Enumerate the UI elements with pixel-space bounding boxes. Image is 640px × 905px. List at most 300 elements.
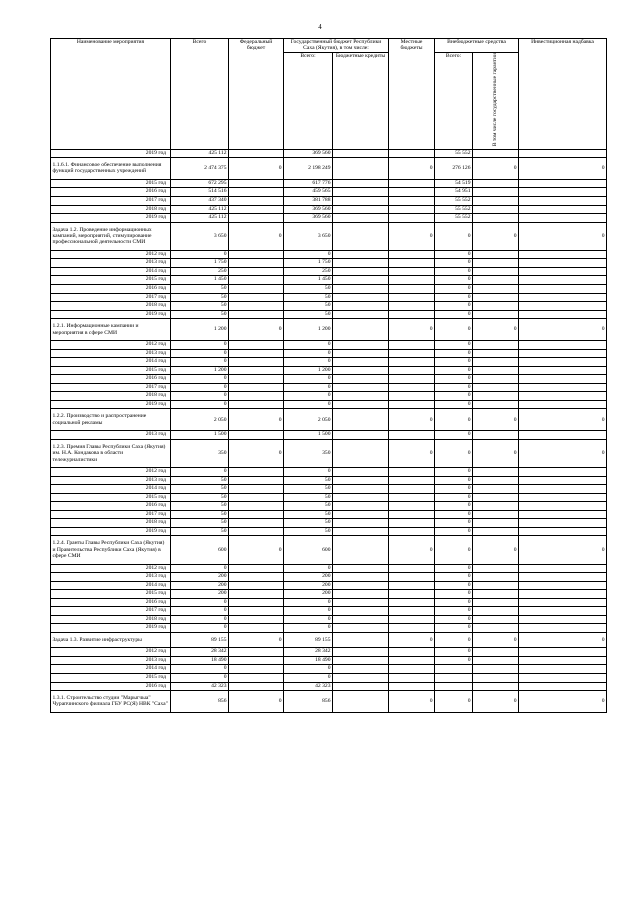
cell-extra [435,673,473,682]
item-row [51,439,607,467]
cell-total: 50 [171,527,229,536]
cell-local [389,467,435,476]
cell-total: 89 155 [171,632,229,647]
cell-guar [473,573,519,582]
cell-invest [519,205,607,214]
cell-total: 50 [171,510,229,519]
item-name: 1.2.1. Информационные кампании и мероприятия в сфере СМИ [51,319,171,341]
cell-guar [473,581,519,590]
cell-state: 200 [284,590,333,599]
cell-guar [473,383,519,392]
cell-local [389,431,435,440]
cell-federal [229,573,284,582]
cell-local [389,179,435,188]
item-row [51,536,607,564]
year-row [51,250,607,259]
year-row [51,149,607,158]
cell-guar [473,276,519,285]
cell-invest [519,149,607,158]
year-row [51,375,607,384]
cell-invest [519,656,607,665]
cell-state: 350 [284,439,333,467]
header-name: Наименование мероприятия [51,39,171,150]
cell-state: 200 [284,573,333,582]
cell-total: 50 [171,493,229,502]
item-row [51,319,607,341]
cell-credits [333,250,389,259]
cell-total: 0 [171,598,229,607]
cell-extra: 0 [435,409,473,431]
cell-local [389,310,435,319]
item-row [51,632,607,647]
cell-total: 28 342 [171,648,229,657]
cell-state: 18 490 [284,656,333,665]
cell-extra: 54 951 [435,188,473,197]
cell-credits [333,656,389,665]
year-row [51,624,607,633]
year-row [51,259,607,268]
year-label: 2016 год [51,285,171,294]
cell-federal [229,383,284,392]
cell-invest [519,673,607,682]
year-row [51,366,607,375]
header-extra-guarantee [473,52,519,149]
year-row [51,349,607,358]
year-row [51,564,607,573]
cell-state: 600 [284,536,333,564]
cell-total: 42 323 [171,682,229,691]
year-row [51,648,607,657]
cell-local [389,519,435,528]
cell-local: 0 [389,319,435,341]
cell-credits [333,349,389,358]
year-row [51,590,607,599]
cell-total: 0 [171,375,229,384]
cell-total: 425 112 [171,214,229,223]
cell-guar [473,179,519,188]
cell-local [389,349,435,358]
cell-state: 459 565 [284,188,333,197]
cell-guar [473,188,519,197]
cell-state: 50 [284,502,333,511]
cell-credits [333,310,389,319]
cell-invest [519,349,607,358]
year-row [51,196,607,205]
cell-state: 2 198 249 [284,158,333,180]
cell-guar [473,485,519,494]
cell-federal [229,267,284,276]
cell-total: 2 474 375 [171,158,229,180]
cell-local [389,383,435,392]
cell-invest [519,310,607,319]
cell-federal [229,527,284,536]
cell-total: 437 340 [171,196,229,205]
year-label: 2014 год [51,665,171,674]
header-extra-total: Всего: [435,52,473,149]
cell-federal [229,581,284,590]
cell-state: 50 [284,285,333,294]
cell-total: 0 [171,665,229,674]
cell-guar [473,302,519,311]
cell-credits [333,293,389,302]
cell-guar: 0 [473,439,519,467]
cell-total: 0 [171,400,229,409]
cell-state: 0 [284,607,333,616]
year-label: 2012 год [51,467,171,476]
cell-invest [519,564,607,573]
cell-state: 1 500 [284,431,333,440]
cell-federal [229,149,284,158]
cell-invest [519,302,607,311]
year-row [51,502,607,511]
cell-guar: 0 [473,632,519,647]
cell-guar [473,673,519,682]
header-extra-guarantee-text: В том числе государственные гарантии [492,52,499,147]
year-label: 2019 год [51,527,171,536]
cell-invest: 0 [519,409,607,431]
budget-table [50,38,607,713]
cell-state: 89 155 [284,632,333,647]
year-label: 2015 год [51,366,171,375]
cell-federal [229,214,284,223]
item-row [51,409,607,431]
year-label: 2016 год [51,188,171,197]
cell-extra: 276 126 [435,158,473,180]
cell-invest [519,527,607,536]
year-label: 2018 год [51,205,171,214]
cell-local [389,341,435,350]
cell-credits [333,615,389,624]
cell-credits [333,598,389,607]
cell-local [389,502,435,511]
cell-invest [519,510,607,519]
cell-local [389,285,435,294]
year-label: 2015 год [51,590,171,599]
cell-extra: 0 [435,476,473,485]
cell-state: 0 [284,392,333,401]
cell-total: 514 516 [171,188,229,197]
cell-extra: 0 [435,431,473,440]
cell-credits [333,673,389,682]
cell-local: 0 [389,409,435,431]
cell-invest: 0 [519,536,607,564]
year-label: 2015 год [51,673,171,682]
year-label: 2012 год [51,250,171,259]
header-state: Государственный бюджет Республики Саха (Якутия), в том числе: [284,39,389,53]
cell-federal [229,682,284,691]
cell-credits [333,493,389,502]
cell-invest [519,519,607,528]
year-label: 2019 год [51,624,171,633]
cell-credits [333,564,389,573]
item-row [51,222,607,250]
cell-federal [229,624,284,633]
cell-state: 0 [284,564,333,573]
cell-extra: 0 [435,383,473,392]
cell-invest [519,375,607,384]
year-row [51,431,607,440]
cell-invest [519,267,607,276]
cell-guar: 0 [473,691,519,713]
cell-extra: 0 [435,564,473,573]
cell-extra: 0 [435,691,473,713]
cell-credits [333,624,389,633]
cell-extra: 0 [435,527,473,536]
cell-state: 50 [284,485,333,494]
cell-state: 0 [284,400,333,409]
cell-credits [333,267,389,276]
cell-guar [473,502,519,511]
cell-state: 50 [284,510,333,519]
cell-invest [519,366,607,375]
cell-extra: 0 [435,519,473,528]
cell-credits [333,485,389,494]
cell-credits [333,179,389,188]
cell-guar [473,590,519,599]
cell-guar [473,519,519,528]
cell-invest [519,400,607,409]
cell-federal [229,648,284,657]
cell-state: 28 342 [284,648,333,657]
cell-invest [519,607,607,616]
cell-extra: 0 [435,319,473,341]
cell-credits [333,581,389,590]
cell-total: 50 [171,519,229,528]
cell-guar [473,564,519,573]
cell-local [389,607,435,616]
cell-credits [333,665,389,674]
year-row [51,598,607,607]
header-federal: Федеральный бюджет [229,39,284,150]
header-state-total: Всего: [284,52,333,149]
cell-credits [333,691,389,713]
cell-guar [473,510,519,519]
cell-state: 50 [284,519,333,528]
cell-local [389,564,435,573]
cell-state: 0 [284,673,333,682]
cell-local [389,615,435,624]
cell-state: 0 [284,358,333,367]
cell-credits [333,573,389,582]
cell-extra [435,665,473,674]
cell-total: 856 [171,691,229,713]
year-label: 2019 год [51,214,171,223]
cell-guar [473,149,519,158]
cell-local: 0 [389,536,435,564]
cell-guar [473,665,519,674]
cell-local [389,682,435,691]
cell-state: 856 [284,691,333,713]
cell-extra: 0 [435,467,473,476]
cell-federal [229,293,284,302]
cell-extra: 0 [435,632,473,647]
cell-federal: 0 [229,158,284,180]
cell-total: 1 450 [171,276,229,285]
cell-federal [229,358,284,367]
cell-local: 0 [389,691,435,713]
cell-federal [229,615,284,624]
year-label: 2012 год [51,564,171,573]
cell-extra: 0 [435,293,473,302]
cell-total: 50 [171,285,229,294]
cell-guar [473,349,519,358]
cell-extra: 0 [435,485,473,494]
cell-extra: 0 [435,615,473,624]
cell-credits [333,276,389,285]
cell-federal [229,607,284,616]
cell-extra: 0 [435,285,473,294]
cell-total: 50 [171,476,229,485]
cell-extra: 0 [435,573,473,582]
cell-federal: 0 [229,439,284,467]
cell-guar [473,607,519,616]
cell-local [389,302,435,311]
cell-extra: 0 [435,349,473,358]
cell-guar: 0 [473,409,519,431]
cell-extra: 0 [435,259,473,268]
year-label: 2012 год [51,648,171,657]
year-label: 2017 год [51,383,171,392]
cell-extra: 0 [435,341,473,350]
cell-federal [229,431,284,440]
cell-credits [333,319,389,341]
year-row [51,400,607,409]
cell-invest [519,665,607,674]
cell-local [389,590,435,599]
cell-total: 50 [171,485,229,494]
cell-credits [333,188,389,197]
cell-guar [473,431,519,440]
cell-extra: 0 [435,656,473,665]
cell-extra: 55 552 [435,196,473,205]
year-label: 2014 год [51,267,171,276]
cell-local [389,485,435,494]
cell-total: 200 [171,590,229,599]
year-label: 2014 год [51,485,171,494]
cell-local: 0 [389,439,435,467]
year-label: 2017 год [51,607,171,616]
cell-total: 0 [171,673,229,682]
cell-federal [229,590,284,599]
cell-credits [333,205,389,214]
cell-federal [229,285,284,294]
year-row [51,392,607,401]
cell-state: 3 650 [284,222,333,250]
cell-total: 200 [171,573,229,582]
year-label: 2012 год [51,341,171,350]
cell-local: 0 [389,158,435,180]
cell-credits [333,409,389,431]
year-label: 2014 год [51,581,171,590]
cell-credits [333,158,389,180]
cell-state: 0 [284,615,333,624]
cell-state: 50 [284,527,333,536]
year-row [51,607,607,616]
cell-guar [473,205,519,214]
cell-federal [229,375,284,384]
cell-extra: 0 [435,624,473,633]
cell-federal [229,510,284,519]
item-name: 1.2.3. Премия Главы Республики Саха (Якутия) им. Н.А. Кондакова в области тележурналистики [51,439,171,467]
cell-extra: 0 [435,598,473,607]
cell-total: 250 [171,267,229,276]
cell-invest [519,581,607,590]
cell-federal [229,673,284,682]
cell-guar [473,656,519,665]
year-row [51,476,607,485]
cell-federal: 0 [229,222,284,250]
year-row [51,467,607,476]
header-total: Всего [171,39,229,150]
cell-extra: 0 [435,648,473,657]
item-name: 1.1.6.1. Финансовое обеспечение выполнения функций государственных учреждений [51,158,171,180]
cell-local [389,476,435,485]
header-extra: Внебюджетные средства [435,39,519,53]
cell-federal [229,259,284,268]
cell-federal [229,205,284,214]
cell-invest [519,493,607,502]
cell-federal [229,366,284,375]
cell-federal [229,476,284,485]
cell-guar [473,214,519,223]
cell-guar [473,358,519,367]
cell-state: 50 [284,293,333,302]
cell-federal [229,493,284,502]
cell-invest: 0 [519,632,607,647]
cell-guar: 0 [473,536,519,564]
cell-state: 369 560 [284,214,333,223]
cell-local [389,366,435,375]
cell-federal [229,467,284,476]
cell-guar [473,598,519,607]
cell-credits [333,510,389,519]
cell-guar [473,310,519,319]
cell-local [389,375,435,384]
year-row [51,493,607,502]
cell-invest [519,590,607,599]
cell-extra: 0 [435,250,473,259]
cell-state: 200 [284,581,333,590]
year-row [51,510,607,519]
cell-federal [229,598,284,607]
cell-credits [333,648,389,657]
cell-credits [333,502,389,511]
cell-state: 381 788 [284,196,333,205]
cell-state: 0 [284,665,333,674]
cell-local [389,358,435,367]
cell-total: 3 650 [171,222,229,250]
year-label: 2019 год [51,149,171,158]
cell-guar [473,341,519,350]
cell-total: 425 112 [171,205,229,214]
year-label: 2015 год [51,179,171,188]
year-row [51,188,607,197]
cell-total: 18 490 [171,656,229,665]
cell-federal [229,310,284,319]
cell-invest [519,682,607,691]
cell-extra: 0 [435,439,473,467]
cell-state: 0 [284,624,333,633]
cell-guar [473,366,519,375]
cell-local [389,392,435,401]
year-row [51,665,607,674]
cell-total: 200 [171,581,229,590]
cell-federal [229,349,284,358]
year-row [51,485,607,494]
year-label: 2016 год [51,375,171,384]
cell-credits [333,358,389,367]
cell-credits [333,467,389,476]
